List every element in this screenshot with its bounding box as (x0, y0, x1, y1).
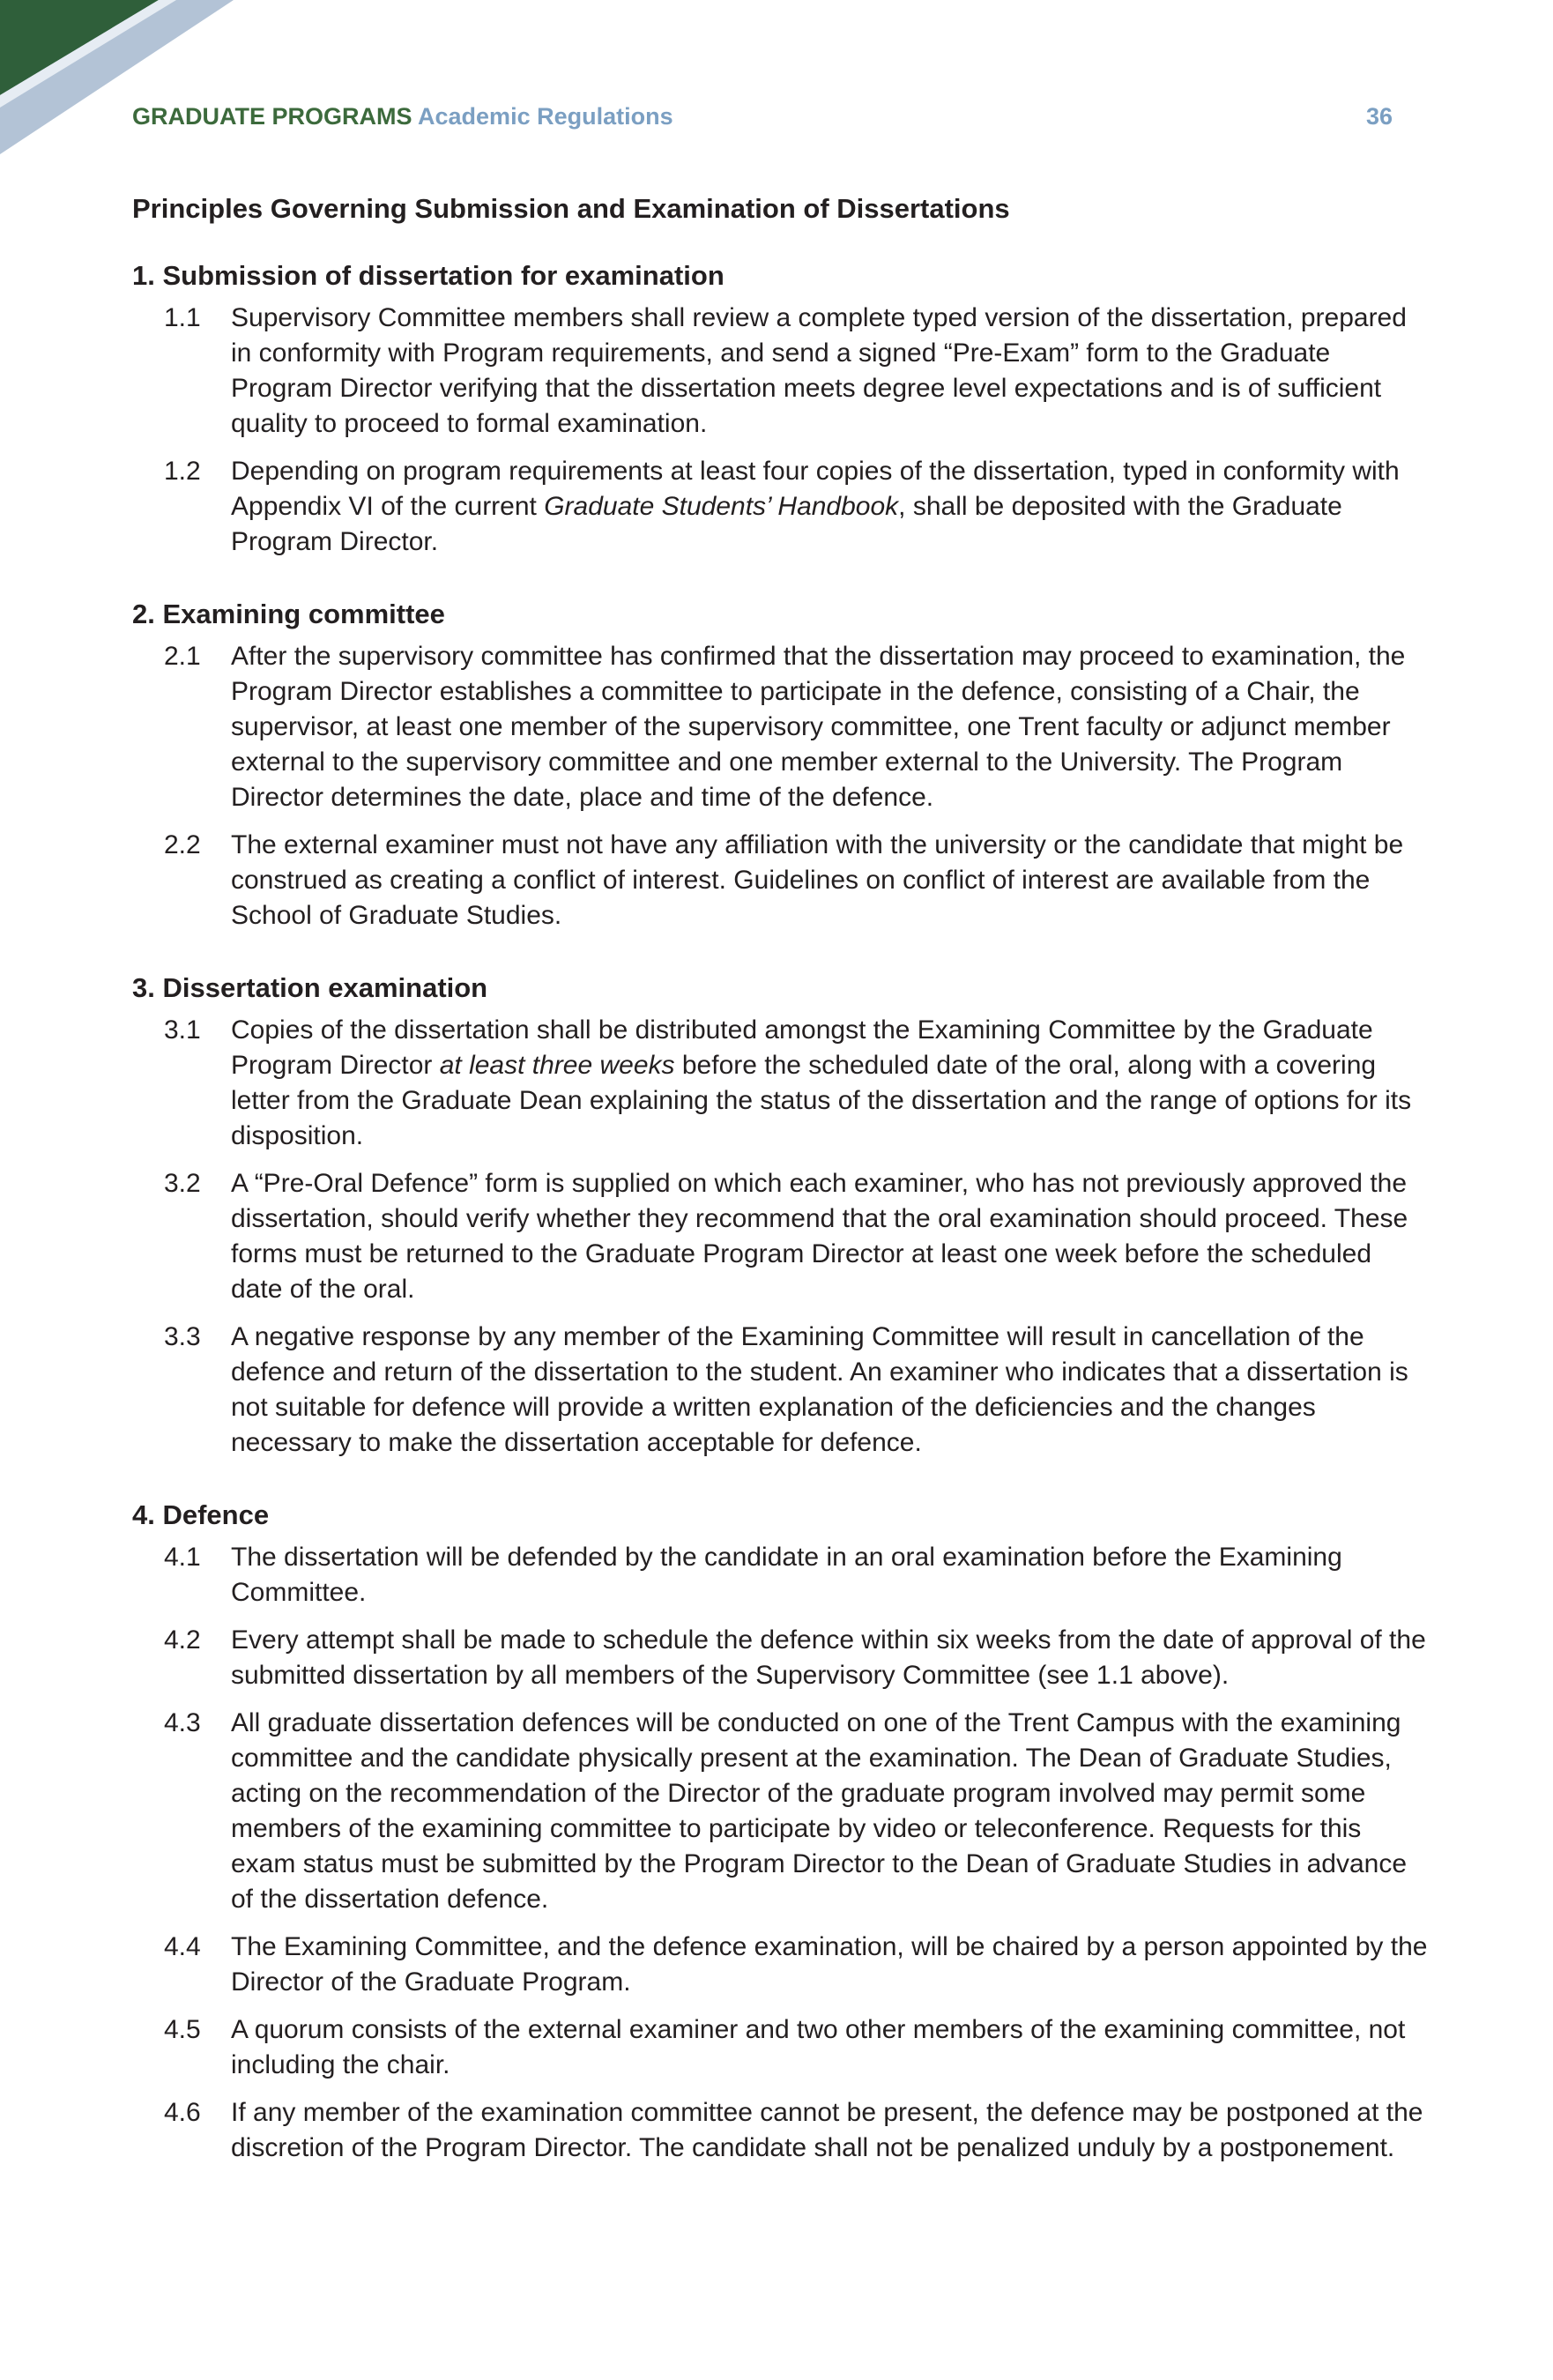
regulation-item (132, 639, 1428, 815)
item-number: 2.2 (164, 830, 201, 859)
item-text-continued: before the scheduled date of the oral, along with a covering letter from the Graduate Dean explaining the status of the dissertation and the range of options for its disposition. (231, 1051, 1412, 1150)
regulation-item (132, 1166, 1428, 1307)
section-heading: 4. Defence (132, 1499, 270, 1530)
section (132, 595, 1428, 933)
regulation-item (132, 2095, 1428, 2166)
regulation-item (132, 1930, 1428, 2000)
item-emphasis: at least three weeks (439, 1051, 675, 1080)
item-text: The Examining Committee, and the defence examination, will be chaired by a person appointed by the Director of the Graduate Program. (231, 1932, 1428, 1997)
item-text: All graduate dissertation defences will be conducted on one of the Trent Campus with the examining committee and the candidate physically present at the examination. The Dean of Graduate Studies, acting on the recommendation of the Director of the graduate program involved may permit some members of the examining committee to participate by video or teleconference. Requests for this exam status must be submitted by the Program Director to the Dean of Graduate Studies in advance of the dissertation defence. (231, 1708, 1408, 1914)
regulation-item (132, 454, 1428, 560)
regulation-item (132, 1320, 1428, 1461)
item-number: 4.5 (164, 2015, 201, 2044)
section (132, 969, 1428, 1461)
item-number: 1.2 (164, 457, 201, 486)
item-number: 3.3 (164, 1322, 201, 1351)
item-number: 4.6 (164, 2098, 201, 2127)
item-text: Supervisory Committee members shall review a complete typed version of the dissertation, prepared in conformity with Program requirements, and send a signed “Pre-Exam” form to the Graduate Program Director verifying that the dissertation meets degree level expectations and is of sufficient quality to proceed to formal examination. (231, 303, 1407, 438)
section-heading: 3. Dissertation examination (132, 972, 488, 1003)
regulation-item (132, 1540, 1428, 1610)
item-text: The dissertation will be defended by the candidate in an oral examination before the Examining Committee. (231, 1543, 1342, 1607)
item-number: 3.1 (164, 1015, 201, 1045)
item-text: A quorum consists of the external examiner and two other members of the examining committee, not including the chair. (231, 2015, 1406, 2079)
page-header (132, 99, 1393, 134)
section-heading: 2. Examining committee (132, 599, 445, 629)
item-text: Copies of the dissertation shall be distributed amongst the Examining Committee by the Graduate Program Director (231, 1015, 1373, 1080)
document-body (132, 190, 1428, 2201)
item-emphasis: Graduate Students’ Handbook (544, 492, 899, 521)
item-number: 2.1 (164, 642, 201, 671)
corner-decoration (0, 0, 238, 159)
item-number: 1.1 (164, 303, 201, 332)
item-text: If any member of the examination committee cannot be present, the defence may be postponed at the discretion of the Program Director. The candidate shall not be penalized unduly by a postponement. (231, 2098, 1423, 2162)
item-text-continued: , shall be deposited with the Graduate Program Director. (231, 492, 1342, 556)
regulation-item (132, 301, 1428, 442)
header-subtitle: Academic Regulations (418, 103, 673, 130)
section-heading: 1. Submission of dissertation for examination (132, 260, 724, 291)
item-text: Every attempt shall be made to schedule the defence within six weeks from the date of approval of the submitted dissertation by all members of the Supervisory Committee (see 1.1 above). (231, 1625, 1426, 1690)
item-text: Depending on program requirements at least four copies of the dissertation, typed in conformity with Appendix VI of the current (231, 457, 1400, 521)
item-text: A negative response by any member of the Examining Committee will result in cancellation of the defence and return of the dissertation to the student. An examiner who indicates that a dissertation is not suitable for defence will provide a written explanation of the deficiencies and the changes necessary to make the dissertation acceptable for defence. (231, 1322, 1408, 1457)
item-text: The external examiner must not have any affiliation with the university or the candidate that might be construed as creating a conflict of interest. Guidelines on conflict of interest are available from the School of Graduate Studies. (231, 830, 1404, 930)
item-number: 4.1 (164, 1543, 201, 1572)
regulation-item (132, 1706, 1428, 1917)
regulation-item (132, 828, 1428, 933)
item-number: 4.4 (164, 1932, 201, 1961)
section (132, 257, 1428, 560)
document-title: Principles Governing Submission and Examination of Dissertations (132, 193, 1010, 224)
header-program: GRADUATE PROGRAMS (132, 103, 412, 130)
item-number: 4.3 (164, 1708, 201, 1737)
item-number: 3.2 (164, 1169, 201, 1198)
item-text: After the supervisory committee has confirmed that the dissertation may proceed to examination, the Program Director establishes a committee to participate in the defence, consisting of a Chair, the supervisor, at least one member of the supervisory committee, one Trent faculty or adjunct member external to the supervisory committee and one member external to the University. The Program Director determines the date, place and time of the defence. (231, 642, 1406, 812)
item-number: 4.2 (164, 1625, 201, 1655)
page-number: 36 (1365, 103, 1393, 130)
sections-container (132, 257, 1428, 2166)
regulation-item (132, 1013, 1428, 1154)
section (132, 1496, 1428, 2166)
regulation-item (132, 2012, 1428, 2083)
regulation-item (132, 1623, 1428, 1693)
item-text: A “Pre-Oral Defence” form is supplied on which each examiner, who has not previously approved the dissertation, should verify whether they recommend that the oral examination should proceed. These forms must be returned to the Graduate Program Director at least one week before the scheduled date of the oral. (231, 1169, 1408, 1304)
